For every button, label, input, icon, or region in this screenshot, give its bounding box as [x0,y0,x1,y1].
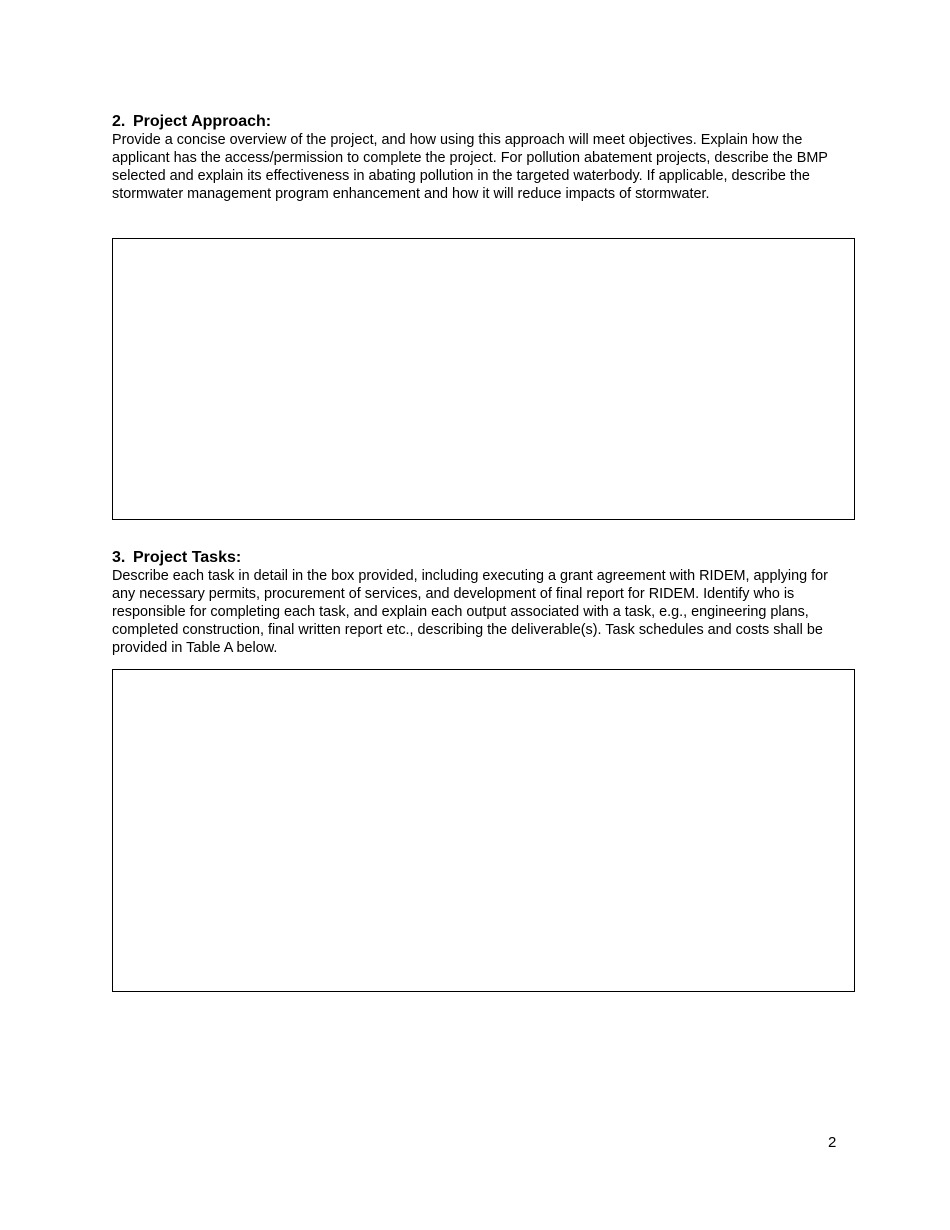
project-tasks-heading [112,548,856,567]
section-number: 3. [112,549,126,566]
project-tasks-response-box[interactable] [112,669,855,992]
project-approach-instructions: Provide a concise overview of the project, and how using this approach will meet objectives. Explain how the applicant has the access/permission to complete the project. For pollution abatement projects, describe the BMP selected and explain its effectiveness in abating pollution in the targeted waterbody. If applicable, describe the stormwater management program enhancement and how it will reduce impacts of stormwater. [112,132,828,202]
project-approach-response-box[interactable] [112,238,855,520]
project-tasks-section [112,548,856,657]
section-title: Project Approach: [133,113,272,130]
section-number: 2. [112,113,126,130]
project-tasks-instructions: Describe each task in detail in the box provided, including executing a grant agreement with RIDEM, applying for any necessary permits, procurement of services, and development of final report for RIDEM. Identify who is responsible for completing each task, and explain each output associated with a task, e.g., engineering plans, completed construction, final written report etc., describing the deliverable(s). Task schedules and costs shall be provided in Table A below. [112,568,828,656]
project-approach-section [112,112,856,203]
project-approach-heading [112,112,856,131]
section-title: Project Tasks: [133,549,242,566]
page-number: 2 [828,1134,837,1151]
